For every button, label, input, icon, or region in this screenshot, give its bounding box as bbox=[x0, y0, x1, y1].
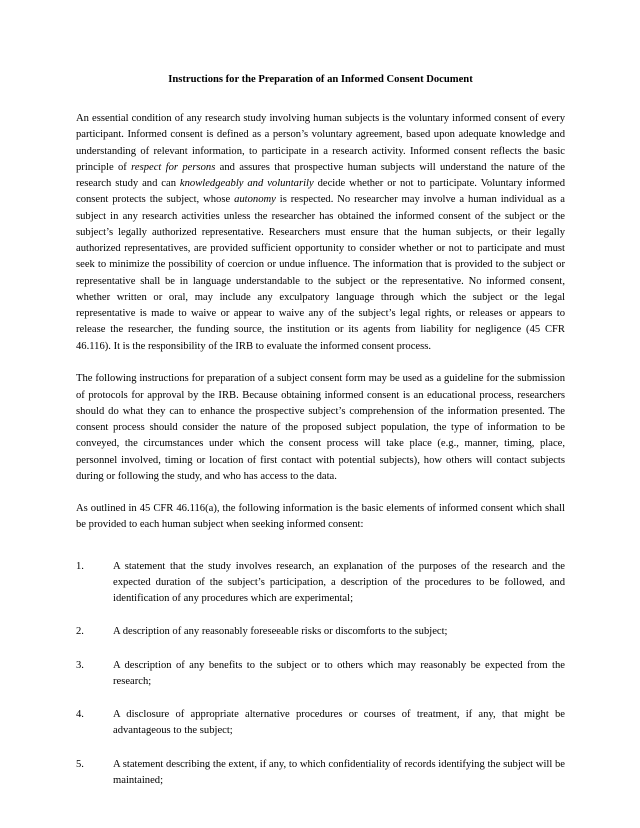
list-item-text: A statement that the study involves research, an explanation of the purposes of the research and the expected duration of the subject’s participation, a description of the procedures to be followed, and identification of any procedures which are experimental; bbox=[113, 560, 565, 604]
list-item-number: 5. bbox=[76, 758, 84, 770]
list-item-text: A description of any reasonably foreseeable risks or discomforts to the subject; bbox=[113, 626, 448, 638]
paragraph-basic-elements-intro: As outlined in 45 CFR 46.116(a), the following information is the basic elements of informed consent which shall be provided to each human subject when seeking informed consent: bbox=[76, 503, 565, 531]
list-item-number: 1. bbox=[76, 560, 84, 572]
para1-emphasis-respect: respect for persons bbox=[131, 161, 216, 173]
list-item bbox=[76, 559, 565, 608]
para1-text-4: is respected. No researcher may involve a human individual as a subject in any research activities unless the researcher has obtained the informed consent of the subject or the subject’s legally authorized representative. Researchers must ensure that the human subjects, or their legally authorized representatives, are provided sufficient opportunity to consider whether or not to participate and must seek to minimize the possibility of coercion or undue influence. The information that is provided to the subject or representative shall be in language understandable to the subject or the representative. No informed consent, whether written or oral, may include any exculpatory language through which the subject or the legal representative is made to waive or appear to waive any of the subject’s legal rights, or releases or appears to release the researcher, the funding source, the institution or its agents from liability for negligence (45 CFR 46.116). It is the responsibility of the IRB to evaluate the informed consent process. bbox=[76, 194, 565, 352]
list-item-text: A statement describing the extent, if any, to which confidentiality of records identifying the subject will be maintained; bbox=[113, 758, 565, 786]
document-page bbox=[76, 73, 565, 806]
para1-text-3: decide whether or not to participate. Voluntary informed consent protects the subject, whose bbox=[76, 178, 565, 206]
list-item bbox=[76, 757, 565, 790]
list-item bbox=[76, 658, 565, 691]
para1-emphasis-knowledgeably: knowledgeably and voluntarily bbox=[179, 178, 314, 189]
paragraph-guidelines: The following instructions for preparation of a subject consent form may be used as a guideline for the submission of protocols for approval by the IRB. Because obtaining informed consent is an educational process, researchers should do what they can to enhance the prospective subject’s comprehension of the information presented. The consent process should consider the nature of the proposed subject population, the type of information to be conveyed, the circumstances under which the consent process will take place (e.g., manner, timing, place, personnel involved, timing or location of first contact with potential subjects), how others will contact subjects during or following the study, and who has access to the data. bbox=[76, 373, 565, 482]
list-item-text: A disclosure of appropriate alternative procedures or courses of treatment, if any, that might be advantageous to the subject; bbox=[113, 709, 565, 737]
para1-text-2: and assures that prospective human subjects will understand the nature of the research study and can bbox=[76, 161, 565, 189]
para1-text-1: An essential condition of any research study involving human subjects is the voluntary informed consent of every participant. Informed consent is defined as a person’s voluntary agreement, based upon adequate knowledge and understanding of relevant information, to participate in a research activity. Informed consent reflects the basic principle of bbox=[76, 113, 565, 173]
list-item-text: A description of any benefits to the subject or to others which may reasonably be expected from the research; bbox=[113, 659, 565, 687]
paragraph-informed-consent-definition bbox=[76, 111, 565, 355]
list-item bbox=[76, 624, 565, 640]
document-title: Instructions for the Preparation of an Informed Consent Document bbox=[168, 74, 473, 85]
list-item bbox=[76, 707, 565, 740]
list-item-number: 3. bbox=[76, 659, 84, 671]
list-item-number: 4. bbox=[76, 709, 84, 720]
para1-emphasis-autonomy: autonomy bbox=[234, 194, 276, 206]
basic-elements-list bbox=[76, 559, 565, 790]
list-item-number: 2. bbox=[76, 626, 84, 638]
